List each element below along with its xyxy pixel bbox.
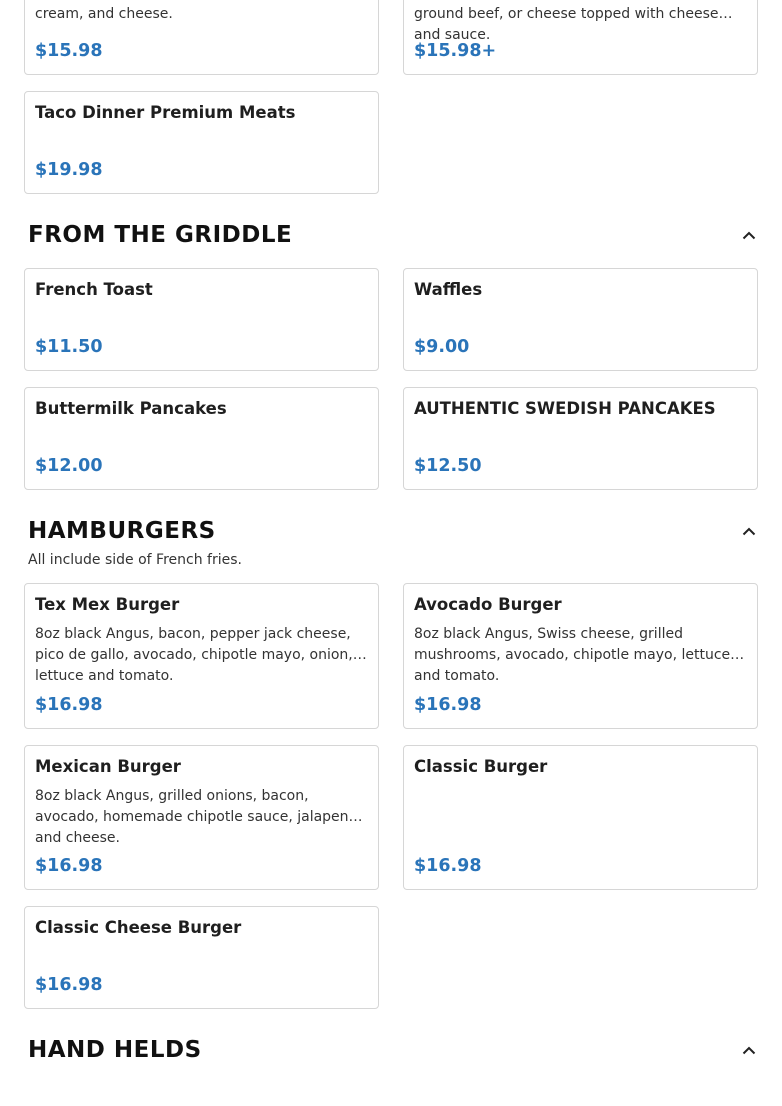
item-name: Taco Dinner Premium Meats: [35, 103, 296, 122]
section-title: HAMBURGERS: [28, 518, 216, 544]
menu-item-card[interactable]: [403, 745, 758, 890]
item-price: $15.98+: [414, 41, 497, 61]
item-description: ground beef, or cheese topped with cheese and sauce.: [414, 6, 719, 43]
top-cards-grid: [0, 0, 782, 75]
menu-item-card[interactable]: [24, 268, 379, 371]
item-name: Tex Mex Burger: [35, 595, 180, 614]
menu-item-card[interactable]: [403, 583, 758, 729]
item-price: $16.98: [414, 695, 482, 715]
section-title: HAND HELDS: [28, 1037, 202, 1063]
item-price: $11.50: [35, 337, 103, 357]
item-name: French Toast: [35, 280, 153, 299]
menu-item-card[interactable]: [24, 387, 379, 490]
item-price: $16.98: [35, 695, 103, 715]
item-description: 8oz black Angus, bacon, pepper jack cheese, pico de gallo, avocado, chipotle mayo, onion, lettuce and tomato.: [35, 626, 353, 684]
section-header-griddle: [0, 222, 782, 248]
section-header-hamburgers: [0, 518, 782, 544]
item-price: $16.98: [414, 856, 482, 876]
taco-premium-grid: [0, 91, 782, 194]
item-price: $16.98: [35, 856, 103, 876]
section-note: All include side of French fries.: [28, 552, 242, 568]
item-description: 8oz black Angus, Swiss cheese, grilled mushrooms, avocado, chipotle mayo, lettuce and tomato.: [414, 626, 731, 684]
menu-item-card[interactable]: [24, 906, 379, 1009]
item-name: AUTHENTIC SWEDISH PANCAKES: [414, 399, 716, 418]
menu-item-card[interactable]: [403, 268, 758, 371]
item-price: $12.00: [35, 456, 103, 476]
menu-item-card[interactable]: [403, 387, 758, 490]
item-name: Buttermilk Pancakes: [35, 399, 227, 418]
item-price: $15.98: [35, 41, 103, 61]
item-price: $19.98: [35, 160, 103, 180]
item-name: Classic Burger: [414, 757, 548, 776]
hamburgers-grid: [0, 583, 782, 1009]
item-name: Avocado Burger: [414, 595, 562, 614]
item-price: $9.00: [414, 337, 470, 357]
chevron-up-icon[interactable]: [740, 1041, 758, 1059]
menu-item-card[interactable]: [403, 0, 758, 75]
item-price: $12.50: [414, 456, 482, 476]
menu-item-card[interactable]: [24, 91, 379, 194]
chevron-up-icon[interactable]: [740, 226, 758, 244]
item-name: Classic Cheese Burger: [35, 918, 242, 937]
item-description: 8oz black Angus, grilled onions, bacon, avocado, homemade chipotle sauce, jalapenos and cheese.: [35, 788, 365, 846]
section-title: FROM THE GRIDDLE: [28, 222, 293, 248]
item-name: Waffles: [414, 280, 483, 299]
chevron-up-icon[interactable]: [740, 522, 758, 540]
menu-item-card[interactable]: [24, 0, 379, 75]
section-header-handhelds: [0, 1037, 782, 1063]
item-name: Mexican Burger: [35, 757, 181, 776]
griddle-grid: [0, 268, 782, 490]
item-price: $16.98: [35, 975, 103, 995]
menu-item-card[interactable]: [24, 583, 379, 729]
item-description: cream, and cheese.: [35, 6, 173, 22]
menu-item-card[interactable]: [24, 745, 379, 890]
